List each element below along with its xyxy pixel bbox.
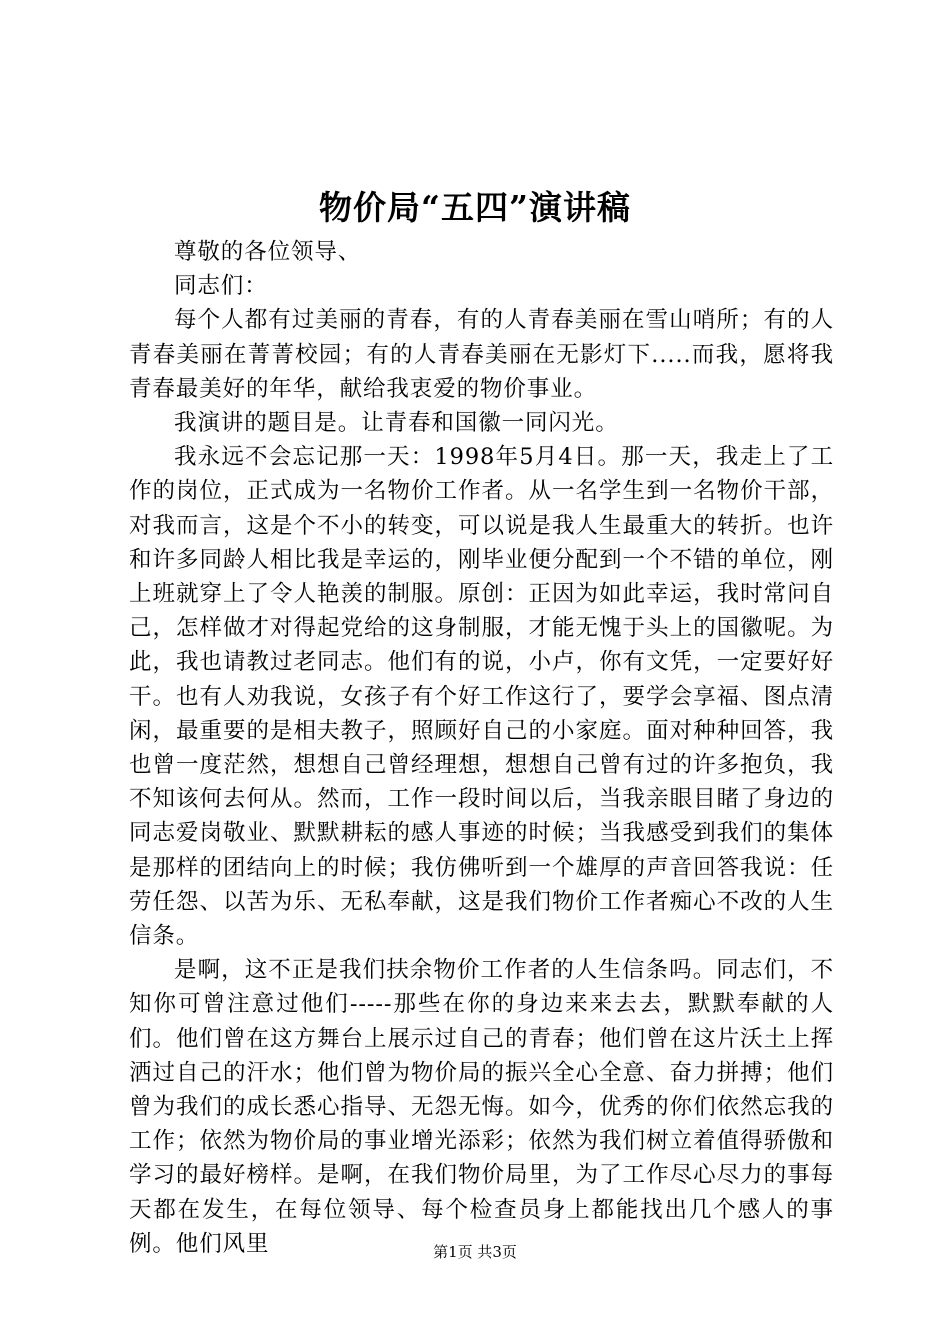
- paragraph-intro: 每个人都有过美丽的青春，有的人青春美丽在雪山哨所；有的人青春美丽在菁菁校园；有的人青春美丽在无影灯下.....而我，愿将我青春最美好的年华，献给我衷爱的物价事业。: [129, 307, 834, 402]
- document-title: 物价局“五四”演讲稿: [319, 188, 631, 227]
- salutation-line-1: 尊敬的各位领导、: [174, 239, 362, 265]
- paragraph-memory: 我永远不会忘记那一天：1998年5月4日。那一天，我走上了工作的岗位，正式成为一名物价工作者。从一名学生到一名物价干部，对我而言，这是个不小的转变，可以说是我人生最重大的转折。也许和许多同龄人相比我是幸运的，刚毕业便分配到一个不错的单位，刚上班就穿上了令人艳羡的制服。原创：正因为如此幸运，我时常问自己，怎样做才对得起党给的这身制服，才能无愧于头上的国徽呢。为此，我也请教过老同志。他们有的说，小卢，你有文凭，一定要好好干。也有人劝我说，女孩子有个好工作这行了，要学会享福、图点清闲，最重要的是相夫教子，照顾好自己的小家庭。面对种种回答，我也曾一度茫然，想想自己曾经理想，想想自己曾有过的许多抱负，我不知该何去何从。然而，工作一段时间以后，当我亲眼目睹了身边的同志爱岗敬业、默默耕耘的感人事迹的时候；当我感受到我们的集体是那样的团结向上的时候；我仿佛听到一个雄厚的声音回答我说：任劳任怨、以苦为乐、无私奉献，这是我们物价工作者痴心不改的人生信条。: [129, 444, 834, 950]
- document-body: [129, 235, 834, 1261]
- paragraph-colleagues: 是啊，这不正是我们扶余物价工作者的人生信条吗。同志们，不知你可曾注意过他们-----那些在你的身边来来去去，默默奉献的人们。他们曾在这方舞台上展示过自己的青春；他们曾在这片沃土上挥洒过自己的汗水；他们曾为物价局的振兴全心全意、奋力拼搏；他们曾为我们的成长悉心指导、无怨无悔。如今，优秀的你们依然忘我的工作；依然为物价局的事业增光添彩；依然为我们树立着值得骄傲和学习的最好榜样。是啊，在我们物价局里，为了工作尽心尽力的事每天都在发生，在每位领导、每个检查员身上都能找出几个感人的事例。他们风里: [129, 957, 834, 1257]
- salutation-line-2: 同志们：: [174, 273, 268, 300]
- paragraph-topic: 我演讲的题目是。让青春和国徽一同闪光。: [174, 410, 619, 437]
- page-footer: 第1页 共3页: [433, 1243, 517, 1261]
